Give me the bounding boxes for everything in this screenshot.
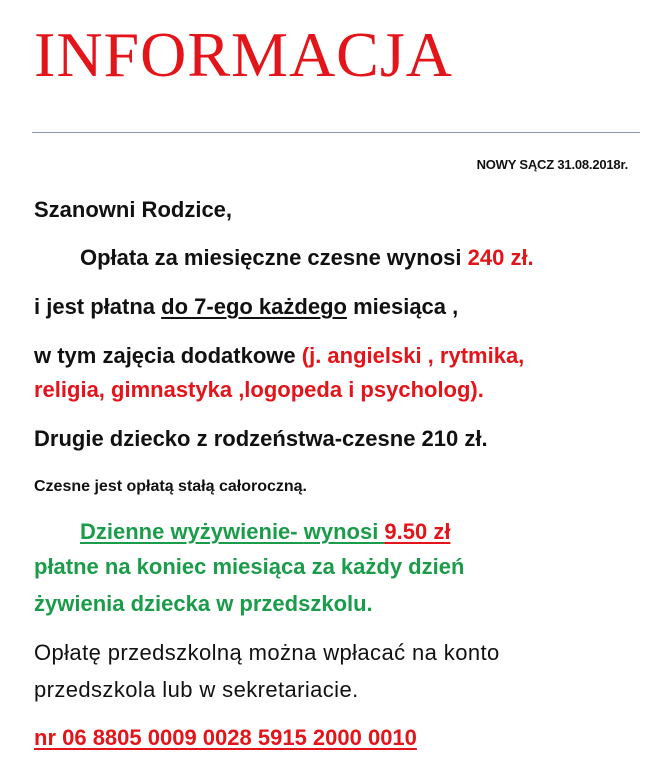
divider xyxy=(32,132,640,133)
payment-method-line-2: przedszkola lub w sekretariacie. xyxy=(34,677,359,702)
fee-text: Opłata za miesięczne czesne wynosi xyxy=(80,245,468,270)
meals-line-2: płatne na koniec miesiąca za każdy dzień xyxy=(34,554,465,579)
sibling-fee: Drugie dziecko z rodzeństwa-czesne 210 zł. xyxy=(34,426,488,451)
payment-due-line xyxy=(34,293,458,321)
payment-due-deadline: do 7-ego każdego xyxy=(161,294,347,319)
account-number xyxy=(34,724,417,752)
activities-prefix: w tym zajęcia dodatkowe xyxy=(34,343,302,368)
meals-amount: 9.50 zł xyxy=(384,519,451,544)
greeting: Szanowni Rodzice, xyxy=(34,197,233,222)
payment-method-line-1: Opłatę przedszkolną można wpłacać na konto xyxy=(34,640,500,665)
activities-line-1 xyxy=(34,342,524,370)
activities-list-1: (j. angielski , rytmika, xyxy=(301,343,525,368)
meals-line-1 xyxy=(80,518,450,546)
meals-wynosi: wynosi xyxy=(303,519,385,544)
activities-list-2: religia, gimnastyka ,logopeda i psycholog). xyxy=(34,377,484,402)
dateline: NOWY SĄCZ 31.08.2018r. xyxy=(476,157,628,172)
account-number-text: nr 06 8805 0009 0028 5915 2000 0010 xyxy=(34,725,417,750)
payment-due-before: i jest płatna xyxy=(34,294,162,319)
fee-line xyxy=(80,244,534,272)
payment-due-after: miesiąca , xyxy=(346,294,459,319)
fee-amount: 240 zł. xyxy=(467,245,534,270)
fixed-fee-note: Czesne jest opłatą stałą całoroczną. xyxy=(34,478,307,495)
meals-label: Dzienne wyżywienie- xyxy=(80,519,304,544)
meals-line-3: żywienia dziecka w przedszkolu. xyxy=(34,591,373,616)
page-title: INFORMACJA xyxy=(34,19,453,90)
